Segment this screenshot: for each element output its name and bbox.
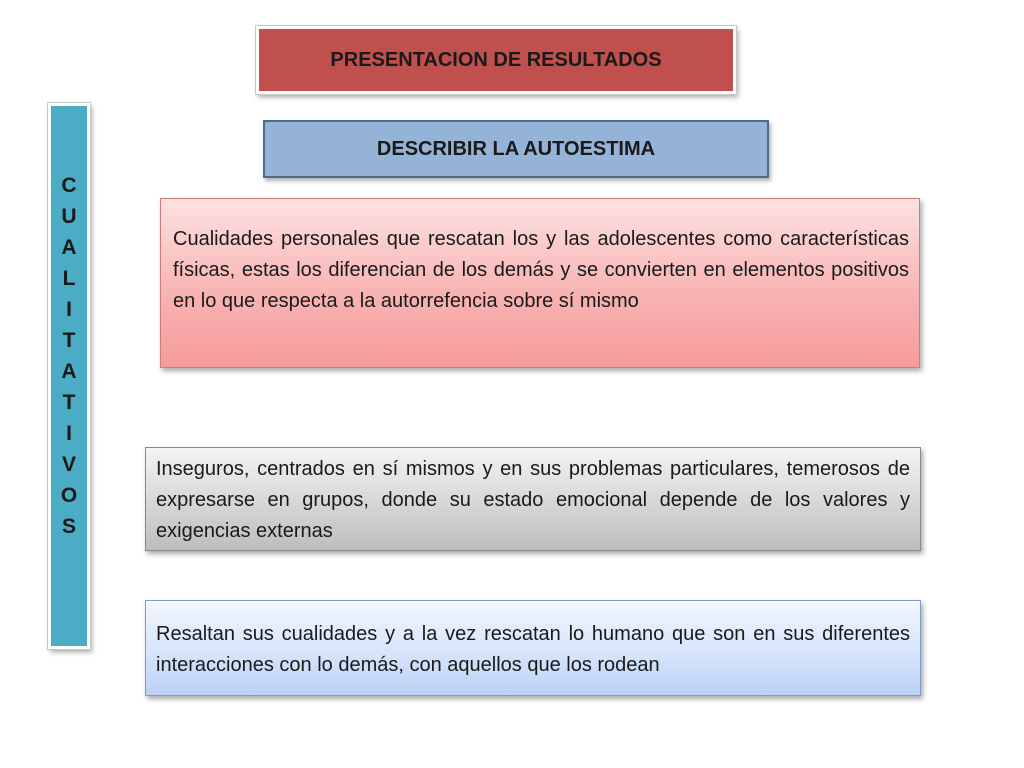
slide-title — [256, 26, 736, 94]
slide-subtitle — [263, 120, 769, 178]
slide-title-text: PRESENTACION DE RESULTADOS — [330, 48, 662, 71]
text-box-highlight-text: Resaltan sus cualidades y a la vez rescatan lo humano que son en sus diferentes interacciones con lo demás, con aquellos que los rodean — [156, 623, 910, 676]
text-box-insecure — [145, 447, 921, 551]
vertical-label-box — [48, 103, 90, 649]
text-box-qualities-text: Cualidades personales que rescatan los y las adolescentes como características físicas, estas los diferencian de los demás y se convierten en elementos positivos en lo que respecta a la autorrefencia sobre sí mismo — [173, 228, 909, 312]
text-box-highlight — [145, 600, 921, 696]
vertical-label-text: C U A L I T A T I V O S — [60, 174, 78, 538]
slide-subtitle-text: DESCRIBIR LA AUTOESTIMA — [376, 137, 656, 160]
text-box-qualities — [160, 198, 920, 368]
text-box-insecure-text: Inseguros, centrados en sí mismos y en sus problemas particulares, temerosos de expresarse en grupos, donde su estado emocional depende de los valores y exigencias externas — [156, 458, 910, 542]
